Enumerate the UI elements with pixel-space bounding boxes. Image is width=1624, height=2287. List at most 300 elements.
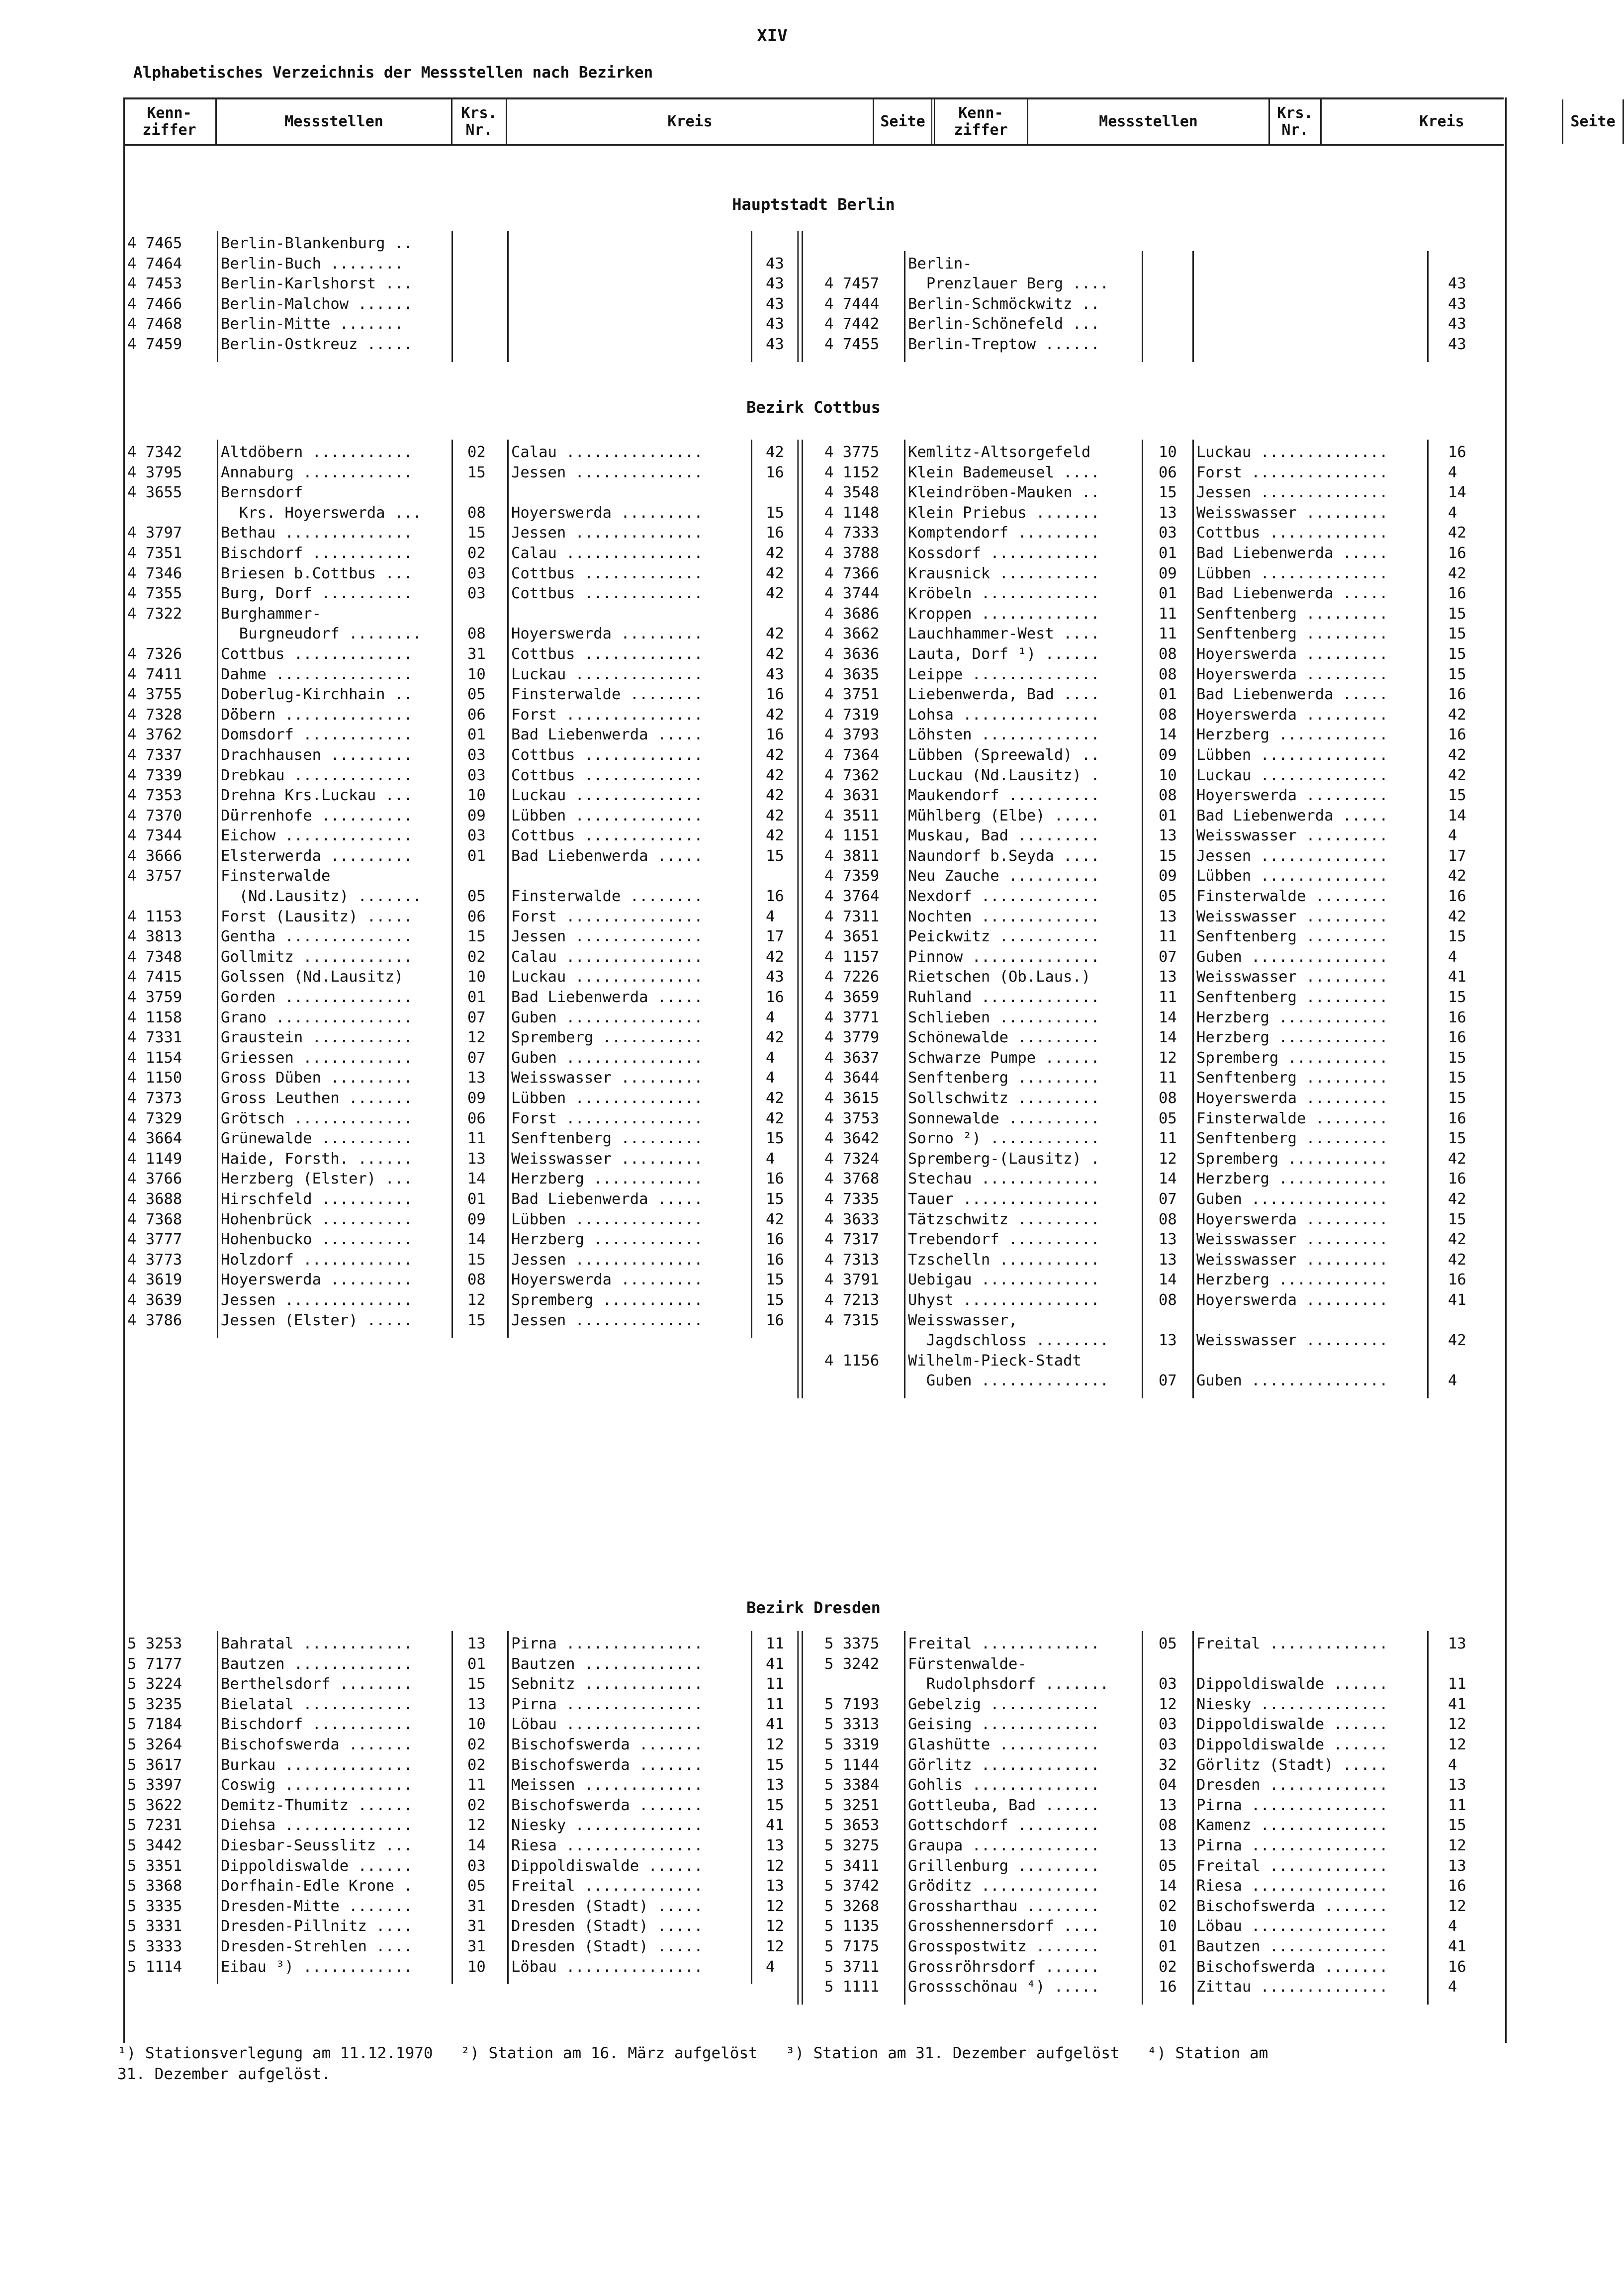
kennziffer-cell: 4 3642	[824, 1130, 880, 1148]
krs-nr-cell: 06	[467, 706, 486, 724]
kreis-cell: Hoyerswerda .........	[1196, 1090, 1388, 1107]
krs-nr-cell: 01	[467, 989, 486, 1006]
seite-cell: 42	[766, 827, 784, 845]
messstelle-cell: Wilhelm-Pieck-Stadt	[908, 1352, 1082, 1370]
seite-cell: 15	[766, 1190, 784, 1208]
kennziffer-cell: 5 3253	[127, 1635, 182, 1652]
krs-nr-cell: 11	[1159, 1130, 1177, 1148]
messstelle-cell: Sollschwitz .........	[908, 1090, 1100, 1107]
messstelle-cell: Haide, Forsth. ......	[221, 1150, 413, 1168]
messstelle-cell: Hirschfeld ..........	[221, 1190, 413, 1208]
kennziffer-cell: 4 7415	[127, 968, 182, 986]
messstelle-cell: Berlin-Ostkreuz .....	[221, 335, 413, 353]
kennziffer-cell: 4 7351	[127, 544, 182, 562]
kennziffer-cell: 4 7348	[127, 948, 182, 966]
kennziffer-cell: 5 3335	[127, 1897, 182, 1915]
column-separator	[217, 231, 218, 362]
seite-cell: 43	[1448, 315, 1466, 333]
krs-nr-cell: 02	[467, 1756, 486, 1774]
kennziffer-cell: 4 7366	[824, 564, 880, 582]
seite-cell: 16	[766, 888, 784, 906]
kreis-cell: Dresden .............	[1196, 1776, 1388, 1794]
kreis-cell: Bischofswerda .......	[1196, 1897, 1388, 1915]
seite-cell: 4	[1448, 463, 1457, 481]
krs-nr-cell: 11	[1159, 1069, 1177, 1087]
messstelle-cell: Graupa ..............	[908, 1836, 1100, 1854]
kennziffer-cell: 4 3786	[127, 1311, 182, 1329]
kennziffer-cell: 4 3644	[824, 1069, 880, 1087]
messstelle-cell: Lauta, Dorf ¹) ......	[908, 645, 1100, 663]
kreis-cell: Hoyerswerda .........	[1196, 787, 1388, 805]
krs-nr-cell: 15	[467, 1675, 486, 1693]
seite-cell: 16	[1448, 1271, 1466, 1289]
krs-nr-cell: 08	[467, 504, 486, 522]
messstelle-cell: Tätzschwitz .........	[908, 1210, 1100, 1228]
krs-nr-cell: 03	[467, 746, 486, 764]
header-krs-right: Krs. Nr.	[1270, 99, 1322, 144]
messstelle-cell: Klein Bademeusel ....	[908, 463, 1100, 481]
kreis-cell: Dippoldiswalde ......	[1196, 1716, 1388, 1734]
kreis-cell: Finsterwalde ........	[511, 686, 703, 704]
messstelle-cell: Leippe ..............	[908, 665, 1100, 683]
kreis-cell: Luckau ..............	[1196, 444, 1388, 461]
seite-cell: 43	[766, 665, 784, 683]
krs-nr-cell: 10	[467, 1958, 486, 1976]
page-number: XIV	[757, 26, 788, 46]
kreis-cell: Pirna ...............	[511, 1635, 703, 1652]
kennziffer-cell: 5 1111	[824, 1978, 880, 1996]
krs-nr-cell: 15	[467, 524, 486, 542]
kennziffer-cell: 5 3397	[127, 1776, 182, 1794]
seite-cell: 16	[766, 463, 784, 481]
header-kennziffer-right: Kenn- ziffer	[935, 99, 1028, 144]
kreis-cell: Riesa ...............	[1196, 1877, 1388, 1895]
seite-cell: 43	[1448, 295, 1466, 313]
kennziffer-cell: 4 1157	[824, 948, 880, 966]
kennziffer-cell: 4 7322	[127, 605, 182, 623]
messstelle-cell: Drehna Krs.Luckau ...	[221, 787, 413, 805]
column-separator	[904, 440, 905, 1398]
krs-nr-cell: 03	[467, 1857, 486, 1875]
messstelle-cell: Fürstenwalde-	[908, 1655, 1027, 1673]
seite-cell: 42	[1448, 1150, 1466, 1168]
kennziffer-cell: 4 3751	[824, 686, 880, 704]
column-separator	[1142, 440, 1143, 1398]
messstelle-cell: Briesen b.Cottbus ...	[221, 564, 413, 582]
kennziffer-cell: 4 1152	[824, 463, 880, 481]
kreis-cell: Meissen .............	[511, 1776, 703, 1794]
seite-cell: 42	[1448, 766, 1466, 784]
seite-cell: 15	[1448, 1210, 1466, 1228]
seite-cell: 12	[1448, 1716, 1466, 1734]
kreis-cell: Jessen ..............	[511, 1251, 703, 1269]
messstelle-cell: Mühlberg (Elbe) .....	[908, 807, 1100, 824]
seite-cell: 42	[766, 645, 784, 663]
column-separator	[1142, 1631, 1143, 2005]
kreis-cell: Hoyerswerda .........	[1196, 645, 1388, 663]
messstelle-cell: Burgneudorf ........	[221, 625, 422, 643]
kennziffer-cell: 4 7457	[824, 275, 880, 293]
kennziffer-cell: 4 3666	[127, 847, 182, 865]
messstelle-cell: Löhsten .............	[908, 726, 1100, 744]
seite-cell: 42	[766, 1090, 784, 1107]
seite-cell: 12	[766, 1937, 784, 1955]
messstelle-cell: Freital .............	[908, 1635, 1100, 1652]
krs-nr-cell: 02	[467, 544, 486, 562]
messstelle-cell: Glashütte ...........	[908, 1736, 1100, 1753]
krs-nr-cell: 14	[1159, 1029, 1177, 1047]
kreis-cell: Cottbus .............	[511, 564, 703, 582]
messstelle-cell: Krausnick ...........	[908, 564, 1100, 582]
messstelle-cell: Lübben (Spreewald) ..	[908, 746, 1100, 764]
krs-nr-cell: 01	[467, 1190, 486, 1208]
messstelle-cell: Rietschen (Ob.Laus.)	[908, 968, 1091, 986]
krs-nr-cell: 11	[1159, 928, 1177, 946]
seite-cell: 14	[1448, 807, 1466, 824]
kreis-cell: Senftenberg .........	[1196, 605, 1388, 623]
kennziffer-cell: 5 3653	[824, 1817, 880, 1834]
column-separator	[507, 440, 509, 1338]
kennziffer-cell: 4 7411	[127, 665, 182, 683]
kreis-cell: Jessen ..............	[1196, 847, 1388, 865]
messstelle-cell: Grünewalde ..........	[221, 1130, 413, 1148]
kreis-cell: Herzberg ............	[511, 1231, 703, 1249]
kreis-cell: Finsterwalde ........	[1196, 888, 1388, 906]
messstelle-cell: Grosshennersdorf ....	[908, 1918, 1100, 1935]
messstelle-cell: Jessen ..............	[221, 1291, 413, 1309]
krs-nr-cell: 11	[1159, 605, 1177, 623]
krs-nr-cell: 08	[467, 625, 486, 643]
messstelle-cell: Gottleuba, Bad ......	[908, 1796, 1100, 1814]
seite-cell: 15	[1448, 1049, 1466, 1067]
seite-cell: 43	[766, 315, 784, 333]
krs-nr-cell: 14	[1159, 726, 1177, 744]
section-heading-berlin: Hauptstadt Berlin	[732, 195, 895, 214]
messstelle-cell: Berlin-	[908, 255, 972, 273]
kreis-cell: Weisswasser .........	[1196, 1251, 1388, 1269]
seite-cell: 17	[766, 928, 784, 946]
messstelle-cell: Dorfhain-Edle Krone .	[221, 1877, 413, 1895]
krs-nr-cell: 12	[467, 1029, 486, 1047]
kreis-cell: Forst ...............	[511, 1109, 703, 1127]
messstelle-cell: Graustein ...........	[221, 1029, 413, 1047]
kreis-cell: Calau ...............	[511, 544, 703, 562]
krs-nr-cell: 01	[1159, 585, 1177, 603]
krs-nr-cell: 01	[1159, 1937, 1177, 1955]
messstelle-cell: Bautzen .............	[221, 1655, 413, 1673]
kreis-cell: Senftenberg .........	[1196, 928, 1388, 946]
krs-nr-cell: 14	[467, 1170, 486, 1188]
seite-cell: 43	[1448, 275, 1466, 293]
kreis-cell: Löbau ...............	[1196, 1918, 1388, 1935]
seite-cell: 13	[1448, 1776, 1466, 1794]
kennziffer-cell: 4 7444	[824, 295, 880, 313]
kreis-cell: Senftenberg .........	[1196, 1069, 1388, 1087]
seite-cell: 42	[1448, 746, 1466, 764]
messstelle-cell: Drebkau .............	[221, 766, 413, 784]
header-messstellen-left: Messstellen	[217, 99, 452, 144]
messstelle-cell: Gottschdorf .........	[908, 1817, 1100, 1834]
column-separator	[507, 1631, 509, 1984]
seite-cell: 4	[1448, 1372, 1457, 1390]
kennziffer-cell: 4 3757	[127, 867, 182, 885]
krs-nr-cell: 02	[467, 1736, 486, 1753]
kennziffer-cell: 4 7335	[824, 1190, 880, 1208]
messstelle-cell: Drachhausen .........	[221, 746, 413, 764]
krs-nr-cell: 32	[1159, 1756, 1177, 1774]
seite-cell: 15	[1448, 1130, 1466, 1148]
kreis-cell: Dippoldiswalde ......	[511, 1857, 703, 1875]
seite-cell: 42	[1448, 1332, 1466, 1350]
seite-cell: 15	[766, 1291, 784, 1309]
seite-cell: 43	[766, 968, 784, 986]
krs-nr-cell: 03	[467, 827, 486, 845]
krs-nr-cell: 12	[1159, 1150, 1177, 1168]
krs-nr-cell: 08	[1159, 1210, 1177, 1228]
seite-cell: 12	[766, 1736, 784, 1753]
seite-cell: 13	[766, 1836, 784, 1854]
kreis-cell: Dippoldiswalde ......	[1196, 1736, 1388, 1753]
kreis-cell: Bad Liebenwerda .....	[1196, 585, 1388, 603]
messstelle-cell: Bernsdorf	[221, 484, 303, 502]
kennziffer-cell: 5 1144	[824, 1756, 880, 1774]
krs-nr-cell: 01	[467, 726, 486, 744]
seite-cell: 42	[766, 1210, 784, 1228]
messstelle-cell: Grossharthau ........	[908, 1897, 1100, 1915]
kennziffer-cell: 4 3635	[824, 665, 880, 683]
section-heading-cottbus: Bezirk Cottbus	[746, 398, 881, 417]
messstelle-cell: Gorden ..............	[221, 989, 413, 1006]
seite-cell: 16	[766, 726, 784, 744]
column-separator	[904, 251, 905, 362]
messstelle-cell: Görlitz .............	[908, 1756, 1100, 1774]
messstelle-cell: Berlin-Schönefeld ...	[908, 315, 1100, 333]
messstelle-cell: Gross Leuthen .......	[221, 1090, 413, 1107]
kennziffer-cell: 4 3619	[127, 1271, 182, 1289]
seite-cell: 16	[1448, 585, 1466, 603]
krs-nr-cell: 15	[1159, 484, 1177, 502]
messstelle-cell: Herzberg (Elster) ...	[221, 1170, 413, 1188]
krs-nr-cell: 08	[1159, 706, 1177, 724]
messstelle-cell: Kleindröben-Mauken ..	[908, 484, 1100, 502]
krs-nr-cell: 13	[1159, 908, 1177, 925]
kreis-cell: Hoyerswerda .........	[1196, 665, 1388, 683]
krs-nr-cell: 05	[467, 888, 486, 906]
kennziffer-cell: 4 7329	[127, 1109, 182, 1127]
messstelle-cell: Berlin-Karlshorst ...	[221, 275, 413, 293]
header-seite-left: Seite	[874, 99, 935, 144]
krs-nr-cell: 09	[467, 1090, 486, 1107]
messstelle-cell: Gentha ..............	[221, 928, 413, 946]
messstelle-cell: Altdöbern ...........	[221, 444, 413, 461]
seite-cell: 16	[1448, 1029, 1466, 1047]
seite-cell: 42	[766, 444, 784, 461]
kreis-cell: Zittau ..............	[1196, 1978, 1388, 1996]
seite-cell: 42	[766, 544, 784, 562]
kennziffer-cell: 4 1156	[824, 1352, 880, 1370]
kreis-cell: Lübben ..............	[511, 1090, 703, 1107]
messstelle-cell: Grossröhrsdorf ......	[908, 1958, 1100, 1976]
messstelle-cell: Grillenburg .........	[908, 1857, 1100, 1875]
krs-nr-cell: 09	[1159, 564, 1177, 582]
krs-nr-cell: 02	[467, 444, 486, 461]
messstelle-cell: Tzschelln ...........	[908, 1251, 1100, 1269]
messstelle-cell: Bischdorf ...........	[221, 1716, 413, 1734]
kreis-cell: Freital .............	[1196, 1635, 1388, 1652]
seite-cell: 15	[1448, 1069, 1466, 1087]
kennziffer-cell: 5 3319	[824, 1736, 880, 1753]
seite-cell: 4	[1448, 827, 1457, 845]
krs-nr-cell: 11	[1159, 625, 1177, 643]
seite-cell: 15	[766, 504, 784, 522]
kennziffer-cell: 4 7346	[127, 564, 182, 582]
kreis-cell: Jessen ..............	[1196, 484, 1388, 502]
messstelle-cell: (Nd.Lausitz) .......	[221, 888, 422, 906]
kennziffer-cell: 4 3779	[824, 1029, 880, 1047]
messstelle-cell: Döbern ..............	[221, 706, 413, 724]
messstelle-cell: Stechau .............	[908, 1170, 1100, 1188]
seite-cell: 13	[1448, 1635, 1466, 1652]
krs-nr-cell: 13	[1159, 1796, 1177, 1814]
kennziffer-cell: 4 3762	[127, 726, 182, 744]
kennziffer-cell: 4 3791	[824, 1271, 880, 1289]
kreis-cell: Luckau ..............	[511, 968, 703, 986]
column-separator	[904, 1631, 905, 2005]
krs-nr-cell: 10	[467, 665, 486, 683]
krs-nr-cell: 14	[467, 1836, 486, 1854]
seite-cell: 17	[1448, 847, 1466, 865]
messstelle-cell: Burkau ..............	[221, 1756, 413, 1774]
seite-cell: 15	[766, 1796, 784, 1814]
kennziffer-cell: 4 3637	[824, 1049, 880, 1067]
kreis-cell: Bad Liebenwerda .....	[511, 989, 703, 1006]
kreis-cell: Herzberg ............	[1196, 1029, 1388, 1047]
krs-nr-cell: 31	[467, 1918, 486, 1935]
messstelle-cell: Nochten .............	[908, 908, 1100, 925]
krs-nr-cell: 14	[1159, 1271, 1177, 1289]
messstelle-cell: Coswig ..............	[221, 1776, 413, 1794]
messstelle-cell: Schlieben ...........	[908, 1008, 1100, 1026]
seite-cell: 16	[766, 686, 784, 704]
krs-nr-cell: 15	[467, 463, 486, 481]
seite-cell: 4	[1448, 1918, 1457, 1935]
messstelle-cell: Grosspostwitz .......	[908, 1937, 1100, 1955]
messstelle-cell: Gollmitz ............	[221, 948, 413, 966]
column-separator	[217, 1631, 218, 1984]
messstelle-cell: Jessen (Elster) .....	[221, 1311, 413, 1329]
krs-nr-cell: 14	[1159, 1170, 1177, 1188]
kennziffer-cell: 5 3333	[127, 1937, 182, 1955]
krs-nr-cell: 10	[467, 787, 486, 805]
kennziffer-cell: 5 3442	[127, 1836, 182, 1854]
kreis-cell: Lübben ..............	[1196, 564, 1388, 582]
kennziffer-cell: 4 7353	[127, 787, 182, 805]
kreis-cell: Bautzen .............	[511, 1655, 703, 1673]
krs-nr-cell: 08	[1159, 1291, 1177, 1309]
column-separator	[1192, 440, 1194, 1398]
kreis-cell: Pirna ...............	[511, 1695, 703, 1713]
krs-nr-cell: 01	[467, 847, 486, 865]
krs-nr-cell: 09	[467, 1210, 486, 1228]
kennziffer-cell: 4 3511	[824, 807, 880, 824]
krs-nr-cell: 14	[1159, 1877, 1177, 1895]
kreis-cell: Sebnitz .............	[511, 1675, 703, 1693]
seite-cell: 16	[1448, 1008, 1466, 1026]
seite-cell: 42	[766, 564, 784, 582]
kennziffer-cell: 4 3655	[127, 484, 182, 502]
kreis-cell: Bischofswerda .......	[1196, 1958, 1388, 1976]
seite-cell: 16	[766, 524, 784, 542]
kennziffer-cell: 5 7175	[824, 1937, 880, 1955]
seite-cell: 13	[1448, 1857, 1466, 1875]
messstelle-cell: Bischofswerda .......	[221, 1736, 413, 1753]
seite-cell: 11	[766, 1675, 784, 1693]
seite-cell: 16	[766, 989, 784, 1006]
messstelle-cell: Schwarze Pumpe ......	[908, 1049, 1100, 1067]
section-heading-dresden: Bezirk Dresden	[746, 1598, 881, 1617]
messstelle-cell: Lohsa ...............	[908, 706, 1100, 724]
kreis-cell: Spremberg ...........	[511, 1029, 703, 1047]
seite-cell: 42	[1448, 867, 1466, 885]
kreis-cell: Guben ...............	[1196, 1190, 1388, 1208]
krs-nr-cell: 06	[467, 908, 486, 925]
kreis-cell: Weisswasser .........	[511, 1150, 703, 1168]
messstelle-cell: Geising .............	[908, 1716, 1100, 1734]
seite-cell: 43	[766, 275, 784, 293]
krs-nr-cell: 15	[1159, 847, 1177, 865]
kreis-cell: Bischofswerda .......	[511, 1736, 703, 1753]
messstelle-cell: Hohenbrück ..........	[221, 1210, 413, 1228]
seite-cell: 4	[1448, 504, 1457, 522]
seite-cell: 13	[766, 1776, 784, 1794]
seite-cell: 42	[1448, 1251, 1466, 1269]
kennziffer-cell: 4 3797	[127, 524, 182, 542]
krs-nr-cell: 10	[1159, 444, 1177, 461]
krs-nr-cell: 13	[1159, 1332, 1177, 1350]
kennziffer-cell: 4 7465	[127, 235, 182, 252]
seite-cell: 15	[766, 847, 784, 865]
krs-nr-cell: 05	[1159, 1857, 1177, 1875]
seite-cell: 43	[766, 295, 784, 313]
kennziffer-cell: 4 3811	[824, 847, 880, 865]
kreis-cell: Lübben ..............	[511, 807, 703, 824]
kennziffer-cell: 4 7326	[127, 645, 182, 663]
kreis-cell: Spremberg ...........	[1196, 1150, 1388, 1168]
kreis-cell: Pirna ...............	[1196, 1836, 1388, 1854]
seite-cell: 43	[766, 255, 784, 273]
kennziffer-cell: 4 3639	[127, 1291, 182, 1309]
seite-cell: 41	[766, 1655, 784, 1673]
kennziffer-cell: 4 7464	[127, 255, 182, 273]
kreis-cell: Weisswasser .........	[511, 1069, 703, 1087]
seite-cell: 11	[766, 1635, 784, 1652]
messstelle-cell: Pinnow ..............	[908, 948, 1100, 966]
krs-nr-cell: 08	[1159, 1817, 1177, 1834]
kreis-cell: Bad Liebenwerda .....	[511, 1190, 703, 1208]
messstelle-cell: Demitz-Thumitz ......	[221, 1796, 413, 1814]
table-header	[123, 97, 1616, 146]
krs-nr-cell: 07	[1159, 1372, 1177, 1390]
seite-cell: 16	[1448, 444, 1466, 461]
kreis-cell: Senftenberg .........	[511, 1130, 703, 1148]
messstelle-cell: Krs. Hoyerswerda ...	[221, 504, 422, 522]
messstelle-cell: Liebenwerda, Bad ....	[908, 686, 1100, 704]
kreis-cell: Bad Liebenwerda .....	[511, 726, 703, 744]
seite-cell: 41	[1448, 1937, 1466, 1955]
header-messstellen-right: Messstellen	[1028, 99, 1270, 144]
krs-nr-cell: 01	[467, 1655, 486, 1673]
krs-nr-cell: 03	[1159, 1716, 1177, 1734]
